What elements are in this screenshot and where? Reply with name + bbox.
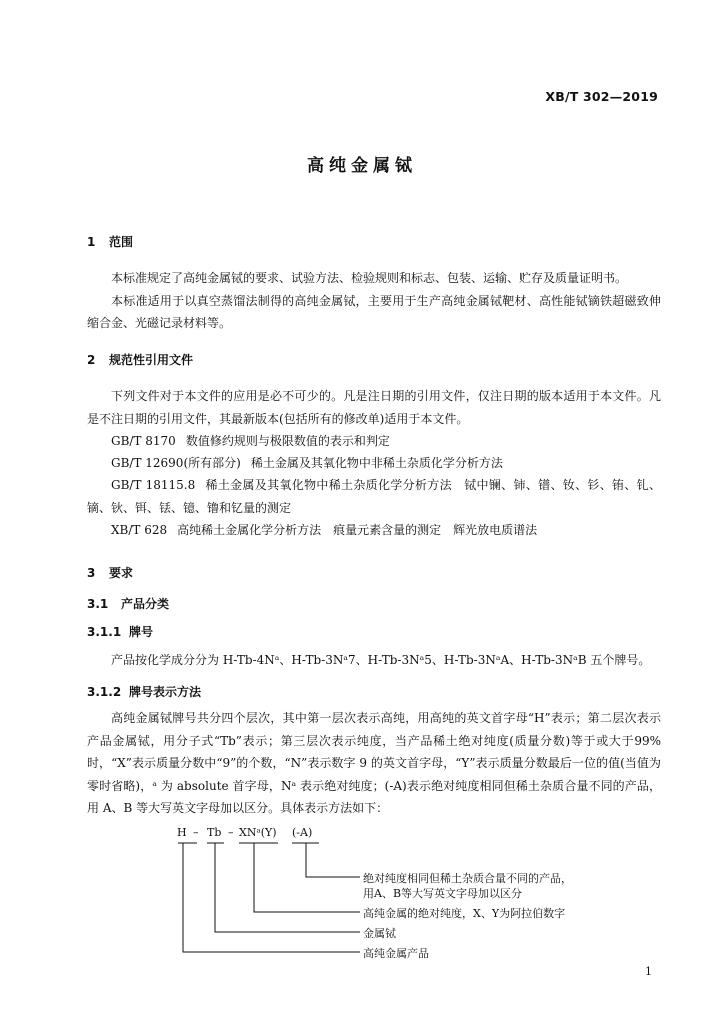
diagram-label-tb: 金属铽	[363, 927, 396, 940]
reference-code: GB/T 8170	[111, 434, 176, 448]
section-title: 要求	[109, 566, 134, 580]
paragraph: 本标准适用于以真空蒸馏法制得的高纯金属铽，主要用于生产高纯金属铽靶材、高性能铽镝铁超磁致伸缩合金、光磁记录材料等。	[87, 293, 661, 330]
page-number: 1	[645, 965, 652, 978]
standard-number: XB/T 302—2019	[545, 89, 658, 104]
formula-dash: –	[228, 826, 234, 839]
reference-title: 数值修约规则与极限数值的表示和判定	[185, 434, 390, 448]
paragraph: 高纯金属铽牌号共分四个层次，其中第一层次表示高纯，用高纯的英文首字母“H”表示；第二层次表示产品金属铽，用分子式“Tb”表示；第三层次表示纯度，当产品稀土绝对纯度(质量分数)等于或大于99%时，“X”表示质量分数中“9”的个数，“N”表示数字 9 的英文首字母，“Y”表示质量分数最后一位的值(当值为零时省略)，ᵃ 为 absolute 首字母，Nᵃ 表示绝对纯度；(-A)表示绝对纯度相同但稀土杂质合量不同的产品，用 A、B 等大写英文字母加以区分。具体表示方法如下：	[87, 711, 661, 815]
reference-code: GB/T 18115.8	[111, 478, 196, 492]
formula-tb: Tb	[207, 826, 222, 839]
section-title: 牌号	[129, 625, 154, 639]
section-title: 规范性引用文件	[109, 353, 194, 367]
diagram-label-purity: 高纯金属的绝对纯度，X、Y为阿拉伯数字	[363, 907, 566, 920]
section-number: 3.1	[87, 597, 109, 611]
page-title: 高纯金属铽	[307, 156, 417, 176]
reference-title: 高纯稀土金属化学分析方法 痕量元素含量的测定 辉光放电质谱法	[177, 523, 538, 537]
reference-code: XB/T 628	[111, 523, 168, 537]
formula-h: H	[177, 826, 187, 839]
section-number: 3.1.1	[87, 625, 122, 639]
section-number: 3	[87, 566, 96, 580]
paragraph: 下列文件对于本文件的应用是必不可少的。凡是注日期的引用文件，仅注日期的版本适用于本文件。凡是不注日期的引用文件，其最新版本(包括所有的修改单)适用于本文件。	[87, 389, 661, 426]
reference-title: 稀土金属及其氧化物中稀土杂质化学分析方法 铽中镧、铈、镨、钕、钐、铕、钆、镝、钬、铒、铥、镱、镥和钇量的测定	[87, 478, 661, 515]
section-number: 3.1.2	[87, 685, 122, 699]
section-number: 1	[87, 235, 96, 249]
leader-h	[183, 843, 360, 952]
paragraph: 产品按化学成分分为 H-Tb-4Nᵃ、H-Tb-3Nᵃ7、H-Tb-3Nᵃ5、H-Tb-3NᵃA、H-Tb-3NᵃB 五个牌号。	[111, 653, 651, 667]
diagram-label-h: 高纯金属产品	[363, 947, 429, 960]
section-number: 2	[87, 353, 96, 367]
reference-code: GB/T 12690(所有部分)	[111, 456, 241, 470]
section-title: 范围	[109, 235, 134, 249]
section-title: 牌号表示方法	[129, 685, 202, 699]
leader-tb	[215, 843, 360, 932]
formula-purity: XNᵃ(Y)	[239, 826, 277, 839]
paragraph: 本标准规定了高纯金属铽的要求、试验方法、检验规则和标志、包装、运输、贮存及质量证明书。	[111, 271, 628, 285]
leader-suffix	[306, 843, 360, 877]
reference-title: 稀土金属及其氧化物中非稀土杂质化学分析方法	[250, 456, 503, 470]
formula-suffix: (-A)	[292, 826, 313, 839]
formula-dash: –	[193, 826, 199, 839]
diagram-label-suffix-1: 绝对纯度相同但稀土杂质合量不同的产品，	[363, 872, 572, 885]
diagram-label-suffix-2: 用A、B等大写英文字母加以区分	[363, 887, 523, 900]
section-title: 产品分类	[121, 597, 170, 611]
